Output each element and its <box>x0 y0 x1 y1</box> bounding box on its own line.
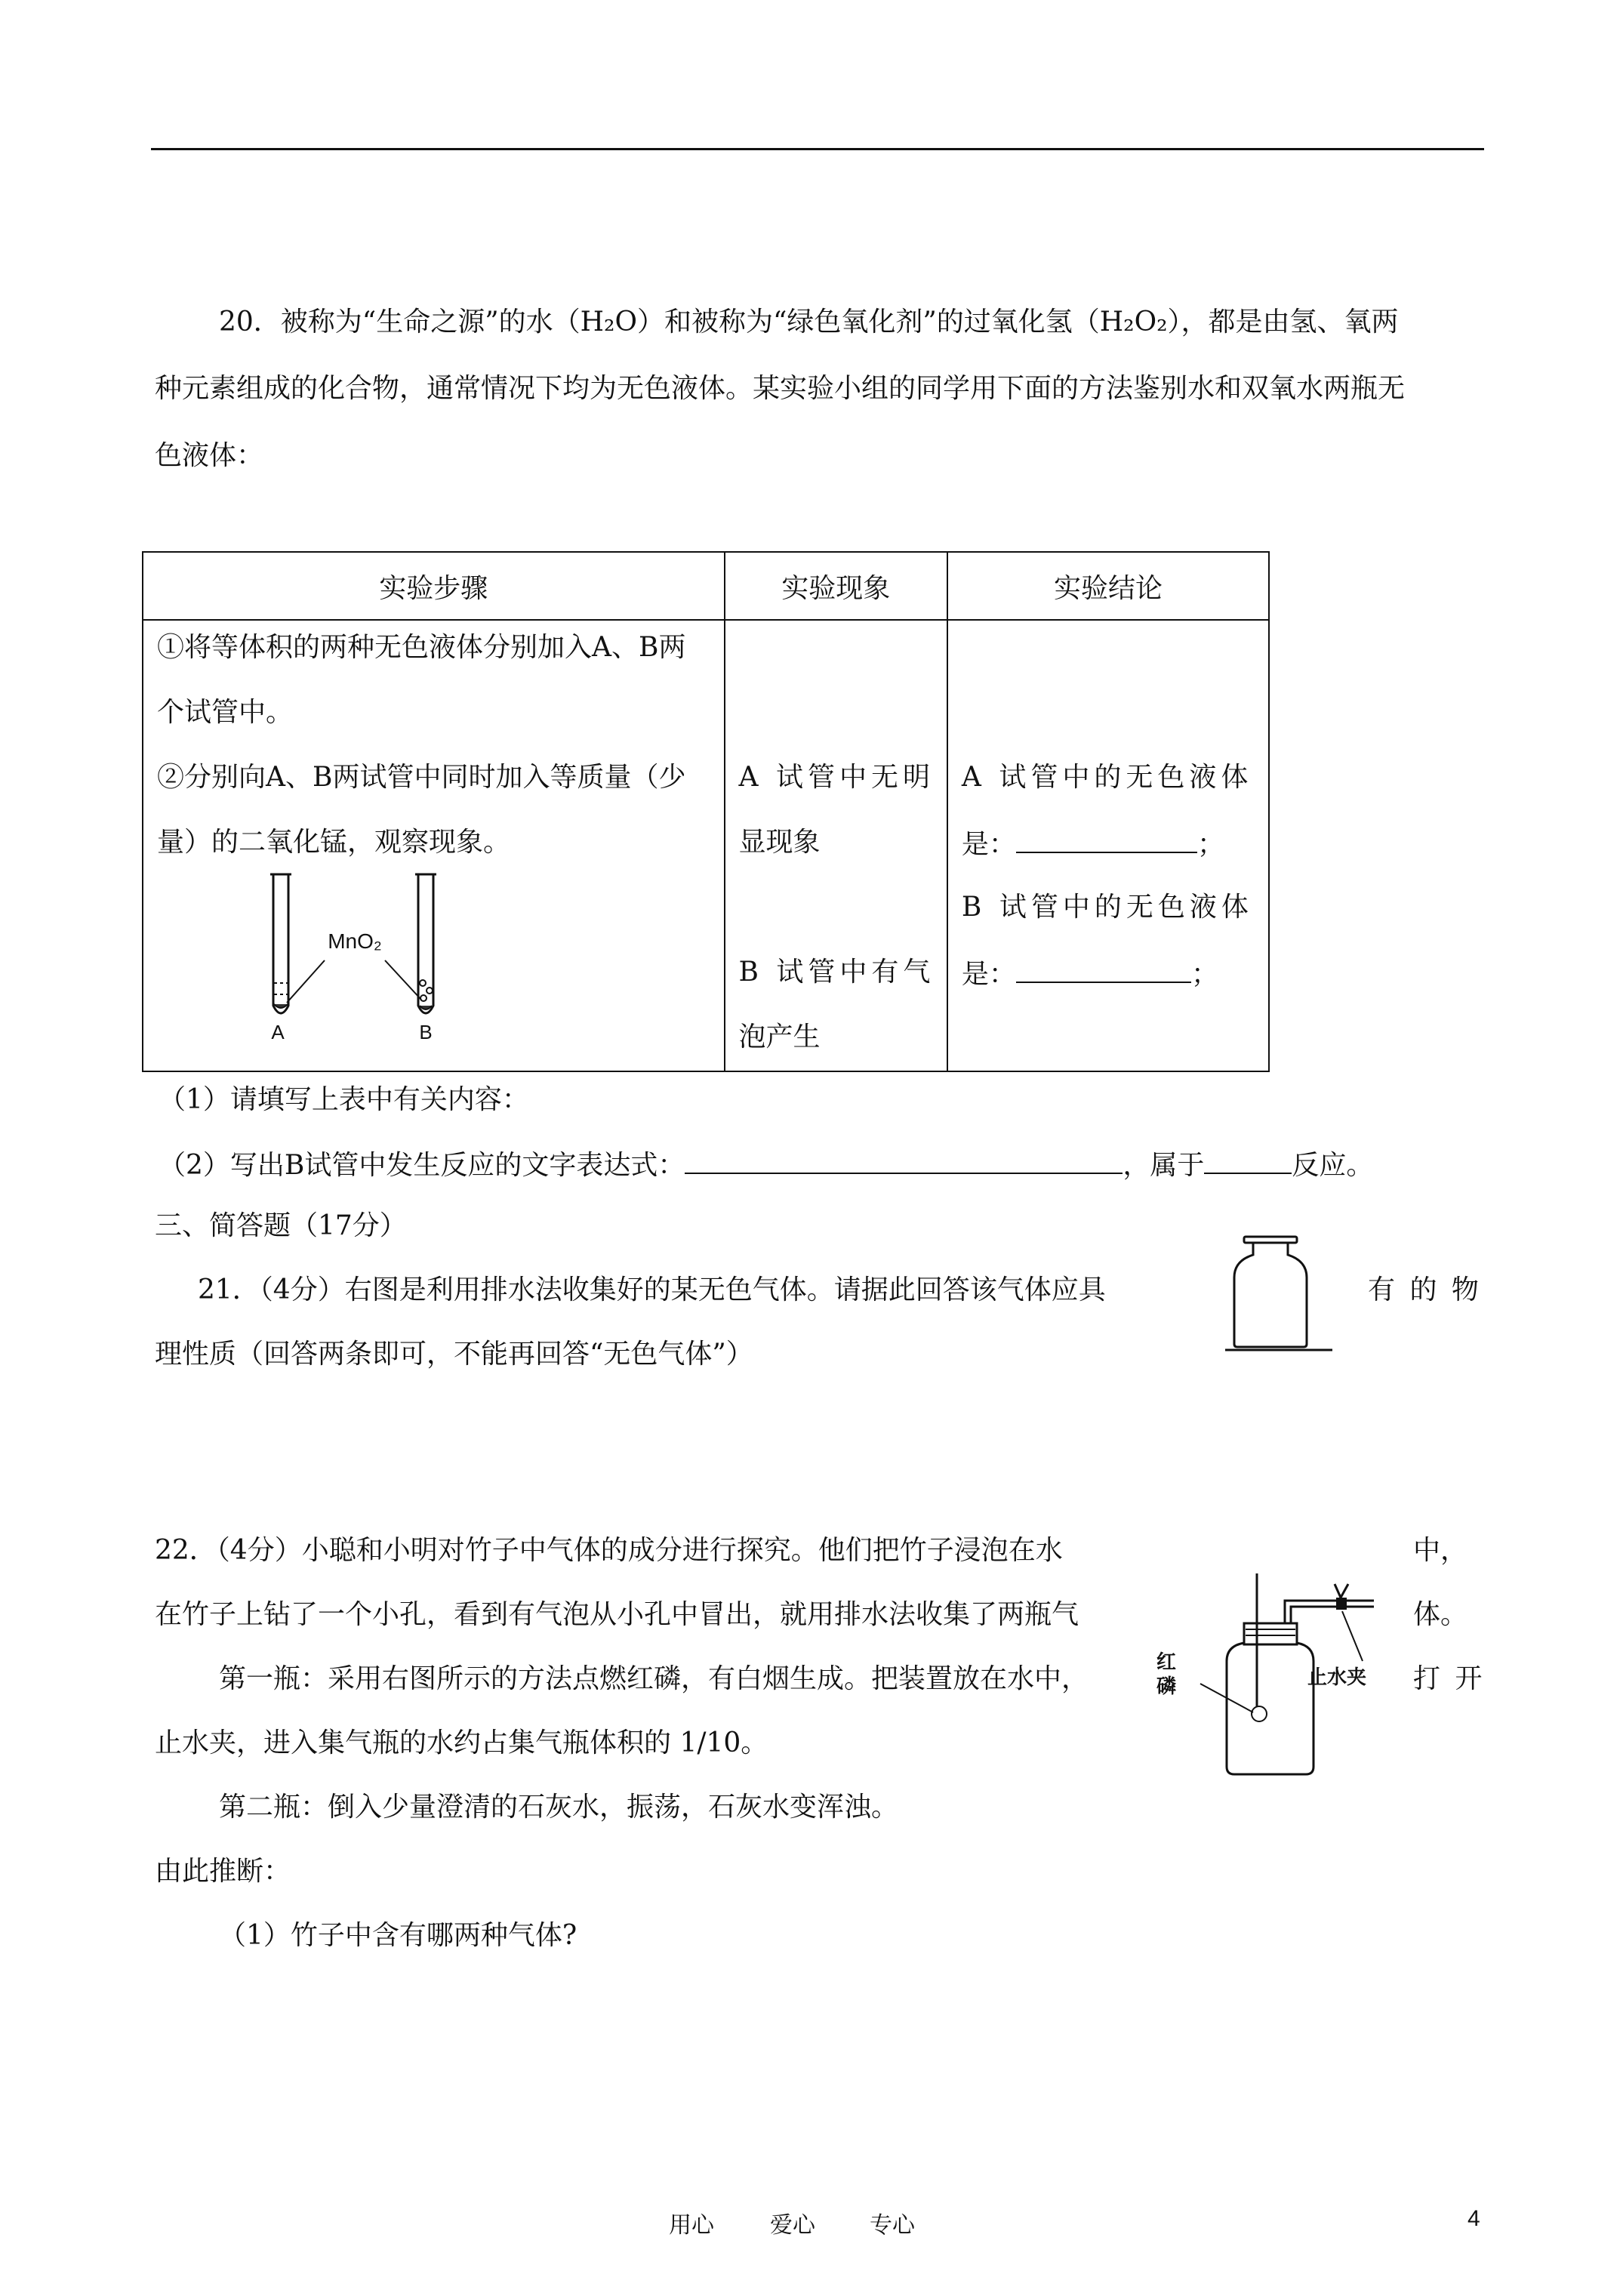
conclusion-a-line-1: A 试管中的无色液体 <box>961 762 1253 793</box>
label-phosphorus-char-2: 磷 <box>1156 1675 1177 1698</box>
phenomenon-b-line-1: B 试管中有气 <box>738 957 935 988</box>
q20-intro-line-3: 色液体： <box>155 440 264 471</box>
header-conclusions: 实验结论 <box>947 552 1269 620</box>
label-phosphorus <box>1156 1651 1183 1698</box>
q22-line-4: 止水夹，进入集气瓶的水约占集气瓶体积的 1/10。 <box>155 1727 768 1758</box>
q20-sub2-middle: ，属于 <box>1123 1150 1205 1181</box>
conclusions-cell <box>947 620 1269 1071</box>
phenomenon-a-line-2: 显现象 <box>738 827 821 858</box>
step-line-2: 个试管中。 <box>157 697 294 728</box>
q22-line-2: 在竹子上钻了一个小孔，看到有气泡从小孔中冒出，就用排水法收集了两瓶气 <box>155 1599 1079 1630</box>
q20-expression-blank[interactable] <box>685 1145 1123 1174</box>
q20-reaction-type-blank[interactable] <box>1204 1145 1292 1174</box>
q20-intro-line-1: 20．被称为“生命之源”的水（H₂O）和被称为“绿色氧化剂”的过氧化氢（H₂O₂），都是由氢、氧两 <box>219 307 1399 337</box>
test-tube-diagram <box>196 870 498 1043</box>
experiment-table <box>142 551 1270 1072</box>
conclusion-a-line-2 <box>962 824 1224 863</box>
phenomenon-b-line-2: 泡产生 <box>738 1022 821 1052</box>
page-number: 4 <box>1467 2206 1480 2231</box>
header-rule <box>151 148 1484 150</box>
q22-line-3-tail: 打 开 <box>1413 1663 1486 1694</box>
q22-line-5: 第二瓶：倒入少量澄清的石灰水，振荡，石灰水变浑浊。 <box>219 1792 899 1823</box>
step-line-4: 量）的二氧化锰，观察现象。 <box>157 827 511 858</box>
q22-line-3: 第一瓶：采用右图所示的方法点燃红磷，有白烟生成。把装置放在水中， <box>219 1663 1089 1694</box>
test-tube-a <box>270 874 291 1013</box>
step-line-1: ①将等体积的两种无色液体分别加入A、B两 <box>157 632 686 663</box>
test-tube-b <box>415 874 436 1013</box>
conclusion-a-prefix: 是： <box>961 829 1016 860</box>
phosphorus-apparatus-diagram <box>1147 1570 1397 1782</box>
q22-line-2-tail: 体。 <box>1413 1599 1468 1630</box>
conclusion-a-suffix: ； <box>1196 829 1224 860</box>
steps-cell <box>143 620 725 1071</box>
q20-sub2-suffix: 反应。 <box>1292 1150 1374 1181</box>
footer-motto-3: 专心 <box>870 2212 915 2239</box>
q20-sub2 <box>159 1145 1373 1184</box>
phenomenon-a-line-1: A 试管中无明 <box>738 762 935 793</box>
section-3-heading: 三、简答题（17分） <box>155 1210 407 1241</box>
header-phenomena: 实验现象 <box>725 552 947 620</box>
q22-line-1-tail: 中， <box>1413 1535 1468 1566</box>
conclusion-b-prefix: 是： <box>961 959 1016 990</box>
q21-line-1: 21．（4分）右图是利用排水法收集好的某无色气体。请据此回答该气体应具 <box>198 1274 1106 1305</box>
tube-b-label: B <box>419 1021 433 1043</box>
conclusion-b-suffix: ； <box>1190 959 1218 990</box>
q22-line-7: （1）竹子中含有哪两种气体? <box>219 1920 577 1951</box>
gas-bottle-diagram <box>1219 1232 1340 1353</box>
conclusion-b-blank[interactable] <box>1016 954 1191 983</box>
q20-sub1: （1）请填写上表中有关内容： <box>159 1084 529 1115</box>
tube-a-label: A <box>271 1021 285 1043</box>
label-phosphorus-char-1: 红 <box>1156 1651 1177 1674</box>
phenomena-cell <box>725 620 947 1071</box>
q22-line-6: 由此推断： <box>155 1856 291 1887</box>
footer-motto-1: 用心 <box>669 2212 714 2239</box>
q20-intro-line-2: 种元素组成的化合物，通常情况下均为无色液体。某实验小组的同学用下面的方法鉴别水和双氧水两瓶无 <box>155 373 1406 404</box>
q22-line-1: 22．（4分）小聪和小明对竹子中气体的成分进行探究。他们把竹子浸泡在水 <box>155 1535 1063 1566</box>
conclusion-a-blank[interactable] <box>1016 824 1197 853</box>
q21-line-2: 理性质（回答两条即可，不能再回答“无色气体”） <box>155 1339 753 1370</box>
conclusion-b-line-1: B 试管中的无色液体 <box>961 892 1253 923</box>
mno2-label: MnO₂ <box>328 929 382 953</box>
header-steps: 实验步骤 <box>143 552 725 620</box>
q20-sub2-prefix: （2）写出B试管中发生反应的文字表达式： <box>159 1150 685 1181</box>
footer-motto-2: 爱心 <box>770 2212 815 2239</box>
step-line-3: ②分别向A、B两试管中同时加入等质量（少 <box>157 762 686 793</box>
q21-line-1-tail: 有 的 物 <box>1368 1274 1482 1305</box>
pointer-line-a <box>287 960 325 1003</box>
conclusion-b-line-2 <box>962 954 1218 993</box>
label-clamp: 止水夹 <box>1307 1666 1367 1689</box>
pointer-line-b <box>385 960 421 1000</box>
